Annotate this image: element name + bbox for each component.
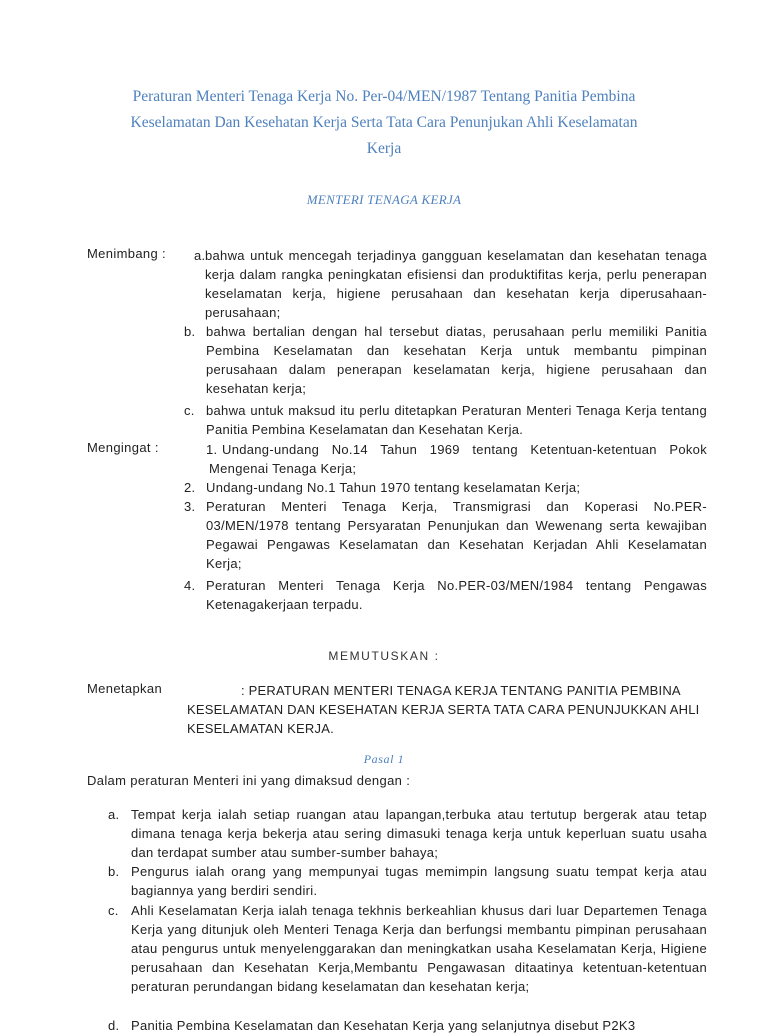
item-marker: 4. xyxy=(184,578,196,593)
definitions-intro: Dalam peraturan Menteri ini yang dimaksud dengan : xyxy=(87,773,411,788)
item-text: bahwa untuk maksud itu perlu ditetapkan Peraturan Menteri Tenaga Kerja tentang Panitia Pembina Keselamatan dan Kesehatan Kerja. xyxy=(206,403,707,437)
mengingat-item-4 xyxy=(184,576,707,614)
mengingat-item-3 xyxy=(184,497,707,573)
decree-line-2: KESELAMATAN DAN KESEHATAN KERJA SERTA TATA CARA PENUNJUKKAN AHLI xyxy=(187,702,700,717)
definition-item-b xyxy=(108,862,707,900)
menetapkan-label: Menetapkan xyxy=(87,681,163,696)
menimbang-item-b xyxy=(184,322,707,398)
definition-item-a xyxy=(108,805,707,862)
item-text: Undang-undang No.14 Tahun 1969 tentang Ketentuan-ketentuan Pokok Mengenai Tenaga Kerja; xyxy=(209,442,707,476)
menimbang-label: Menimbang : xyxy=(87,246,166,261)
menimbang-item-a xyxy=(194,246,707,322)
title-line-1: Peraturan Menteri Tenaga Kerja No. Per-04/MEN/1987 Tentang Panitia Pembina xyxy=(132,88,636,105)
item-marker: c. xyxy=(108,903,119,918)
item-text: Panitia Pembina Keselamatan dan Kesehatan Kerja yang selanjutnya disebut P2K3 xyxy=(131,1018,636,1033)
definition-item-d xyxy=(108,1016,707,1035)
item-marker: b. xyxy=(184,324,196,339)
item-text: Tempat kerja ialah setiap ruangan atau lapangan,terbuka atau tertutup bergerak atau tetap dimana tenaga kerja bekerja atau sering dimasuki tenaga kerja untuk keperluan suatu usaha dan terdapat sumber atau sumber-sumber bahaya; xyxy=(131,807,707,860)
item-marker: 3. xyxy=(184,499,196,514)
decree-line-1: : PERATURAN MENTERI TENAGA KERJA TENTANG PANITIA PEMBINA xyxy=(241,683,681,698)
title-line-3: Kerja xyxy=(366,140,402,157)
menimbang-item-c xyxy=(184,401,707,439)
item-marker: 1. xyxy=(206,442,218,457)
item-text: Pengurus ialah orang yang mempunyai tugas memimpin langsung suatu tempat kerja atau bagiannya yang berdiri sendiri. xyxy=(131,864,707,898)
item-text: bahwa bertalian dengan hal tersebut diatas, perusahaan perlu memiliki Panitia Pembina Keselamatan dan kesehatan Kerja untuk membantu pimpinan perusahaan dalam penerapan keselamatan kerja, higiene perusahaan dan kesehatan kerja; xyxy=(206,324,707,396)
item-text: bahwa untuk mencegah terjadinya gangguan keselamatan dan kesehatan tenaga kerja dalam rangka peningkatan efisiensi dan produktifitas kerja, perlu penerapan keselamatan kerja, higiene perusahaan dan kesehatan kerja diperusahaan-perusahaan; xyxy=(205,248,707,320)
item-marker: d. xyxy=(108,1018,120,1033)
item-marker: a. xyxy=(194,248,206,263)
item-text: Undang-undang No.1 Tahun 1970 tentang keselamatan Kerja; xyxy=(206,480,581,495)
item-marker: a. xyxy=(108,807,120,822)
mengingat-item-1 xyxy=(184,440,707,478)
item-text: Peraturan Menteri Tenaga Kerja, Transmigrasi dan Koperasi No.PER-03/MEN/1978 tentang Persyaratan Penunjukan dan Wewenang serta kewajiban Pegawai Pengawas Keselamatan dan Kesehatan Kerjadan Ahli Keselamatan Kerja; xyxy=(206,499,707,571)
pasal-heading: Pasal 1 xyxy=(363,752,405,766)
document-subtitle: MENTERI TENAGA KERJA xyxy=(306,192,462,207)
item-marker: b. xyxy=(108,864,120,879)
menetapkan-text xyxy=(187,681,707,738)
title-line-2: Keselamatan Dan Kesehatan Kerja Serta Tata Cara Penunjukan Ahli Keselamatan xyxy=(130,114,638,131)
memutuskan-heading: MEMUTUSKAN : xyxy=(328,649,440,663)
decree-line-3: KESELAMATAN KERJA. xyxy=(187,721,334,736)
document-title xyxy=(70,84,698,162)
mengingat-item-2 xyxy=(184,478,707,497)
item-marker: 2. xyxy=(184,480,196,495)
item-text: Peraturan Menteri Tenaga Kerja No.PER-03/MEN/1984 tentang Pengawas Ketenagakerjaan terpadu. xyxy=(206,578,707,612)
mengingat-label: Mengingat : xyxy=(87,440,159,455)
definition-item-c xyxy=(108,901,707,996)
item-marker: c. xyxy=(184,403,195,418)
item-text: Ahli Keselamatan Kerja ialah tenaga tekhnis berkeahlian khusus dari luar Departemen Tenaga Kerja yang ditunjuk oleh Menteri Tenaga Kerja dan berfungsi membantu pimpinan perusahaan atau pengurus untuk menyelenggarakan dan meningkatkan usaha Keselamatan Kerja, Higiene perusahaan dan Kesehatan Kerja,Membantu Pengawasan ditaatinya ketentuan-ketentuan peraturan perundangan bidang keselamatan dan kesehatan kerja; xyxy=(131,903,707,994)
